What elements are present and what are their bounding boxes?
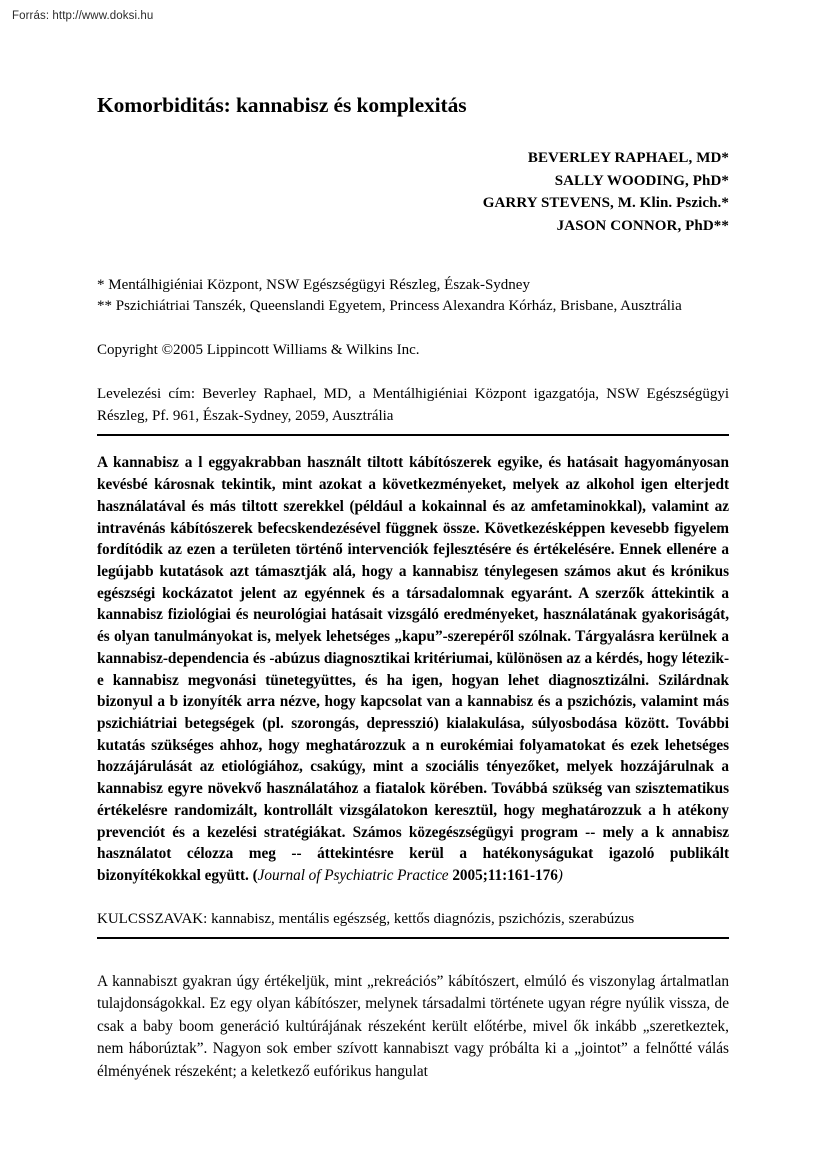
page-title: Komorbiditás: kannabisz és komplexitás — [97, 93, 467, 117]
source-watermark: Forrás: http://www.doksi.hu — [12, 10, 154, 22]
abstract-body: A kannabisz a l eggyakrabban használt tiltott kábítószerek egyike, és hatásait hagyományosan kevésbé károsnak tekintik, mint azokat a következményeket, melyek az alkohol igen elterjedt használatával és más tiltott szerekkel (például a kokainnal és az amfetaminokkal), valamint az intravénás kábítószerek befecskendezésével függnek össze. Következésképpen kevesebb figyelem fordítódik az ezen a területen történő intervenciók fejlesztésére és értékelésére. Ennek ellenére a legújabb kutatások azt támasztják alá, hogy a kannabisz ténylegesen számos akut és krónikus egészségi kockázatot jelent az egyénnek és a társadalomnak egyaránt. A szerzők áttekintik a kannabisz fiziológiai és neurológiai hatásait vizsgáló eredményeket, használatának gyakoriságát, és olyan tanulmányokat is, melyek lehetséges „kapu”-szerepéről szólnak. Tárgyalásra kerülnek a kannabisz-dependencia és -abúzus diagnosztikai kritériumai, különösen az a kérdés, hogy létezik-e kannabisz megvonási tünetegyüttes, és ha igen, hogyan lehet diagnosztizálni. Szilárdnak bizonyul a b izonyíték arra nézve, hogy kapcsolat van a kannabisz és a pszichózis, valamint más pszichiátriai betegségek (pl. szorongás, depresszió) kialakulása, súlyosbodása között. További kutatás szükséges ahhoz, hogy meghatározzuk a n eurokémiai folyamatokat és ezek lehetséges hozzájárulását az etiológiához, csakúgy, mint a szociális tényezőket, melyek hozzájárulnak a kannabisz egyre növekvő használatához a fiatalok körében. Továbbá szükség van szisztematikus értékelésre randomizált, kontrollált vizsgálatokon keresztül, hogy meghatározzuk a h atékony prevenciót és a kezelési stratégiákat. Számos közegészségügyi program -- mely a k annabisz használatot célozza meg -- áttekintésre kerül a hatékonyságukat igazoló publikált bizonyítékokkal együtt. ( — [97, 454, 729, 885]
citation-close: ) — [557, 867, 563, 885]
keywords-value: kannabisz, mentális egészség, kettős diagnózis, pszichózis, szerabúzus — [207, 910, 635, 927]
abstract-text — [97, 452, 729, 886]
author-name: GARRY STEVENS, M. Klin. Pszich.* — [482, 195, 729, 212]
article-content — [97, 0, 729, 1083]
citation-detail: 2005;11:161-176 — [448, 867, 558, 885]
keywords-line — [97, 909, 729, 930]
author-name: SALLY WOODING, PhD* — [554, 172, 729, 189]
correspondence-address: Levelezési cím: Beverley Raphael, MD, a Mentálhigiéniai Központ igazgatója, NSW Egészségügyi Részleg, Pf. 961, Észak-Sydney, 2059, Ausztrália — [97, 385, 729, 424]
author-name: BEVERLEY RAPHAEL, MD* — [527, 149, 729, 166]
affiliation-secondary: ** Pszichiátriai Tanszék, Queenslandi Egyetem, Princess Alexandra Kórház, Brisbane, Ausztrália — [97, 298, 682, 315]
divider-above-abstract — [97, 434, 729, 436]
keywords-label: KULCSSZAVAK: — [97, 910, 208, 927]
body-paragraph: A kannabiszt gyakran úgy értékeljük, mint „rekreációs” kábítószert, elmúló és viszonylag ártalmatlan tulajdonságokkal. Ez egy olyan kábítószer, melynek társadalmi története ugyan régre nyúlik vissza, de csak a baby boom generáció kultúrájának részeként került előtérbe, mivel ők inkább „szeretkeztek, nem háborúztak”. Nagyon sok ember szívott kannabiszt vagy próbálta ki a „jointot” a felnőtté válás élményének részeként; a keletkező eufórikus hangulat — [97, 972, 729, 1080]
affiliation-primary: * Mentálhigiéniai Központ, NSW Egészségügyi Részleg, Észak-Sydney — [97, 276, 530, 293]
copyright-notice: Copyright ©2005 Lippincott Williams & Wilkins Inc. — [97, 341, 420, 358]
author-list — [97, 147, 729, 238]
divider-below-keywords — [97, 937, 729, 939]
affiliation-block — [97, 275, 729, 318]
author-name: JASON CONNOR, PhD** — [556, 218, 729, 235]
citation-journal: Journal of Psychiatric Practice — [257, 867, 449, 885]
